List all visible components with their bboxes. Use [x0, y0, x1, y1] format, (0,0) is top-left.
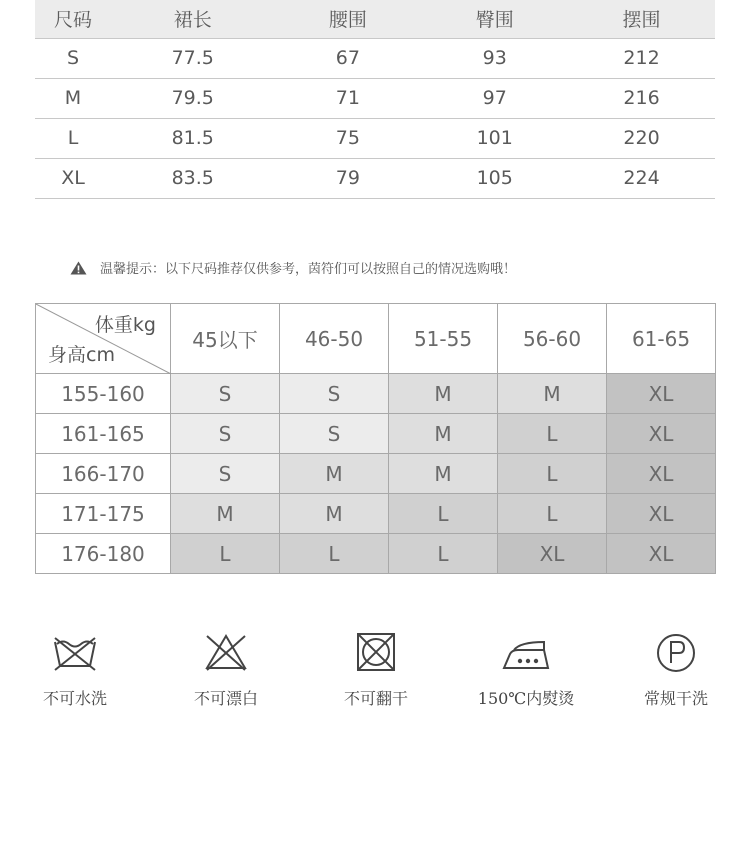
- height-range-cell: 161-165: [36, 414, 171, 454]
- recommended-size-cell: L: [389, 534, 498, 574]
- waist-cell: 75: [335, 127, 360, 149]
- weight-axis-label: 体重kg: [94, 314, 156, 336]
- do-not-wash-icon: [52, 630, 98, 674]
- care-label: 150℃内熨烫: [477, 689, 575, 708]
- waist-cell: 79: [335, 167, 360, 189]
- care-instructions: [0, 630, 750, 730]
- recommended-size-cell: S: [171, 414, 280, 454]
- recommended-size-cell: M: [171, 494, 280, 534]
- care-item: [151, 630, 301, 709]
- weight-range-cell: 56-60: [498, 304, 607, 374]
- hem-cell: 220: [623, 127, 660, 149]
- hem-cell: 212: [623, 47, 660, 69]
- weight-range-cell: 45以下: [171, 304, 280, 374]
- care-label: 常规干洗: [643, 689, 708, 708]
- table-row: [35, 118, 715, 158]
- size-cell: M: [64, 87, 82, 109]
- header-cell: 摆围: [622, 9, 661, 32]
- recommended-size-cell: XL: [498, 534, 607, 574]
- length-cell: 81.5: [171, 127, 214, 149]
- care-item: [0, 630, 150, 709]
- notice-text: 温馨提示：以下尺码推荐仅供参考，茵符们可以按照自己的情况选购哦！: [100, 262, 517, 277]
- table-row: [36, 534, 716, 574]
- height-range-cell: 155-160: [36, 374, 171, 414]
- hem-cell: 224: [623, 167, 660, 189]
- height-range-cell: 166-170: [36, 454, 171, 494]
- size-table: [35, 0, 715, 199]
- recommended-size-cell: S: [171, 374, 280, 414]
- length-cell: 83.5: [171, 167, 214, 189]
- weight-range-cell: 51-55: [389, 304, 498, 374]
- recommended-size-cell: L: [498, 454, 607, 494]
- recommended-size-cell: L: [498, 414, 607, 454]
- table-row: [35, 158, 715, 198]
- recommended-size-cell: L: [498, 494, 607, 534]
- care-label: 不可翻干: [343, 689, 408, 708]
- do-not-tumble-dry-icon: [353, 630, 399, 674]
- height-range-cell: 176-180: [36, 534, 171, 574]
- care-item: [301, 630, 451, 709]
- recommended-size-cell: M: [389, 454, 498, 494]
- recommended-size-cell: XL: [607, 414, 716, 454]
- iron-medium-icon: [500, 630, 552, 674]
- header-cell: 裙长: [173, 9, 212, 32]
- hip-cell: 97: [482, 87, 507, 109]
- recommended-size-cell: M: [280, 494, 389, 534]
- length-cell: 77.5: [171, 47, 214, 69]
- table-row: [35, 38, 715, 78]
- recommended-size-cell: M: [498, 374, 607, 414]
- size-notice: [70, 258, 516, 277]
- recommended-size-cell: S: [171, 454, 280, 494]
- recommended-size-cell: S: [280, 374, 389, 414]
- hip-cell: 101: [476, 127, 513, 149]
- recommended-size-cell: L: [280, 534, 389, 574]
- hip-cell: 93: [482, 47, 507, 69]
- recommended-size-cell: XL: [607, 494, 716, 534]
- recommended-size-cell: L: [389, 494, 498, 534]
- care-label: 不可水洗: [42, 689, 107, 708]
- size-cell: L: [67, 127, 79, 149]
- dry-clean-p-icon: [653, 630, 699, 674]
- care-item: [451, 630, 601, 709]
- size-recommendation-table: [35, 303, 716, 574]
- length-cell: 79.5: [171, 87, 214, 109]
- table-row: [36, 494, 716, 534]
- corner-header: [36, 304, 171, 374]
- height-range-cell: 171-175: [36, 494, 171, 534]
- header-cell: 臀围: [475, 9, 514, 32]
- recommended-size-cell: L: [171, 534, 280, 574]
- waist-cell: 67: [335, 47, 360, 69]
- recommended-size-cell: XL: [607, 374, 716, 414]
- size-table-header: [35, 0, 715, 38]
- height-axis-label: 身高cm: [48, 344, 115, 366]
- recommended-size-cell: S: [280, 414, 389, 454]
- care-item: [601, 630, 750, 709]
- hip-cell: 105: [476, 167, 513, 189]
- header-cell: 尺码: [53, 9, 92, 32]
- recommended-size-cell: XL: [607, 454, 716, 494]
- table-row: [35, 78, 715, 118]
- do-not-bleach-icon: [203, 630, 249, 674]
- size-cell: XL: [61, 167, 85, 189]
- size-cell: S: [66, 47, 80, 69]
- weight-range-cell: 46-50: [280, 304, 389, 374]
- table-row: [36, 374, 716, 414]
- recommended-size-cell: M: [389, 374, 498, 414]
- hem-cell: 216: [623, 87, 660, 109]
- table-row: [36, 454, 716, 494]
- header-cell: 腰围: [328, 9, 367, 32]
- recommended-size-cell: M: [389, 414, 498, 454]
- weight-range-cell: 61-65: [607, 304, 716, 374]
- recommended-size-cell: XL: [607, 534, 716, 574]
- warning-icon: [70, 261, 87, 275]
- weight-header-row: [36, 304, 716, 374]
- recommended-size-cell: M: [280, 454, 389, 494]
- table-row: [36, 414, 716, 454]
- care-label: 不可漂白: [193, 689, 258, 708]
- waist-cell: 71: [335, 87, 360, 109]
